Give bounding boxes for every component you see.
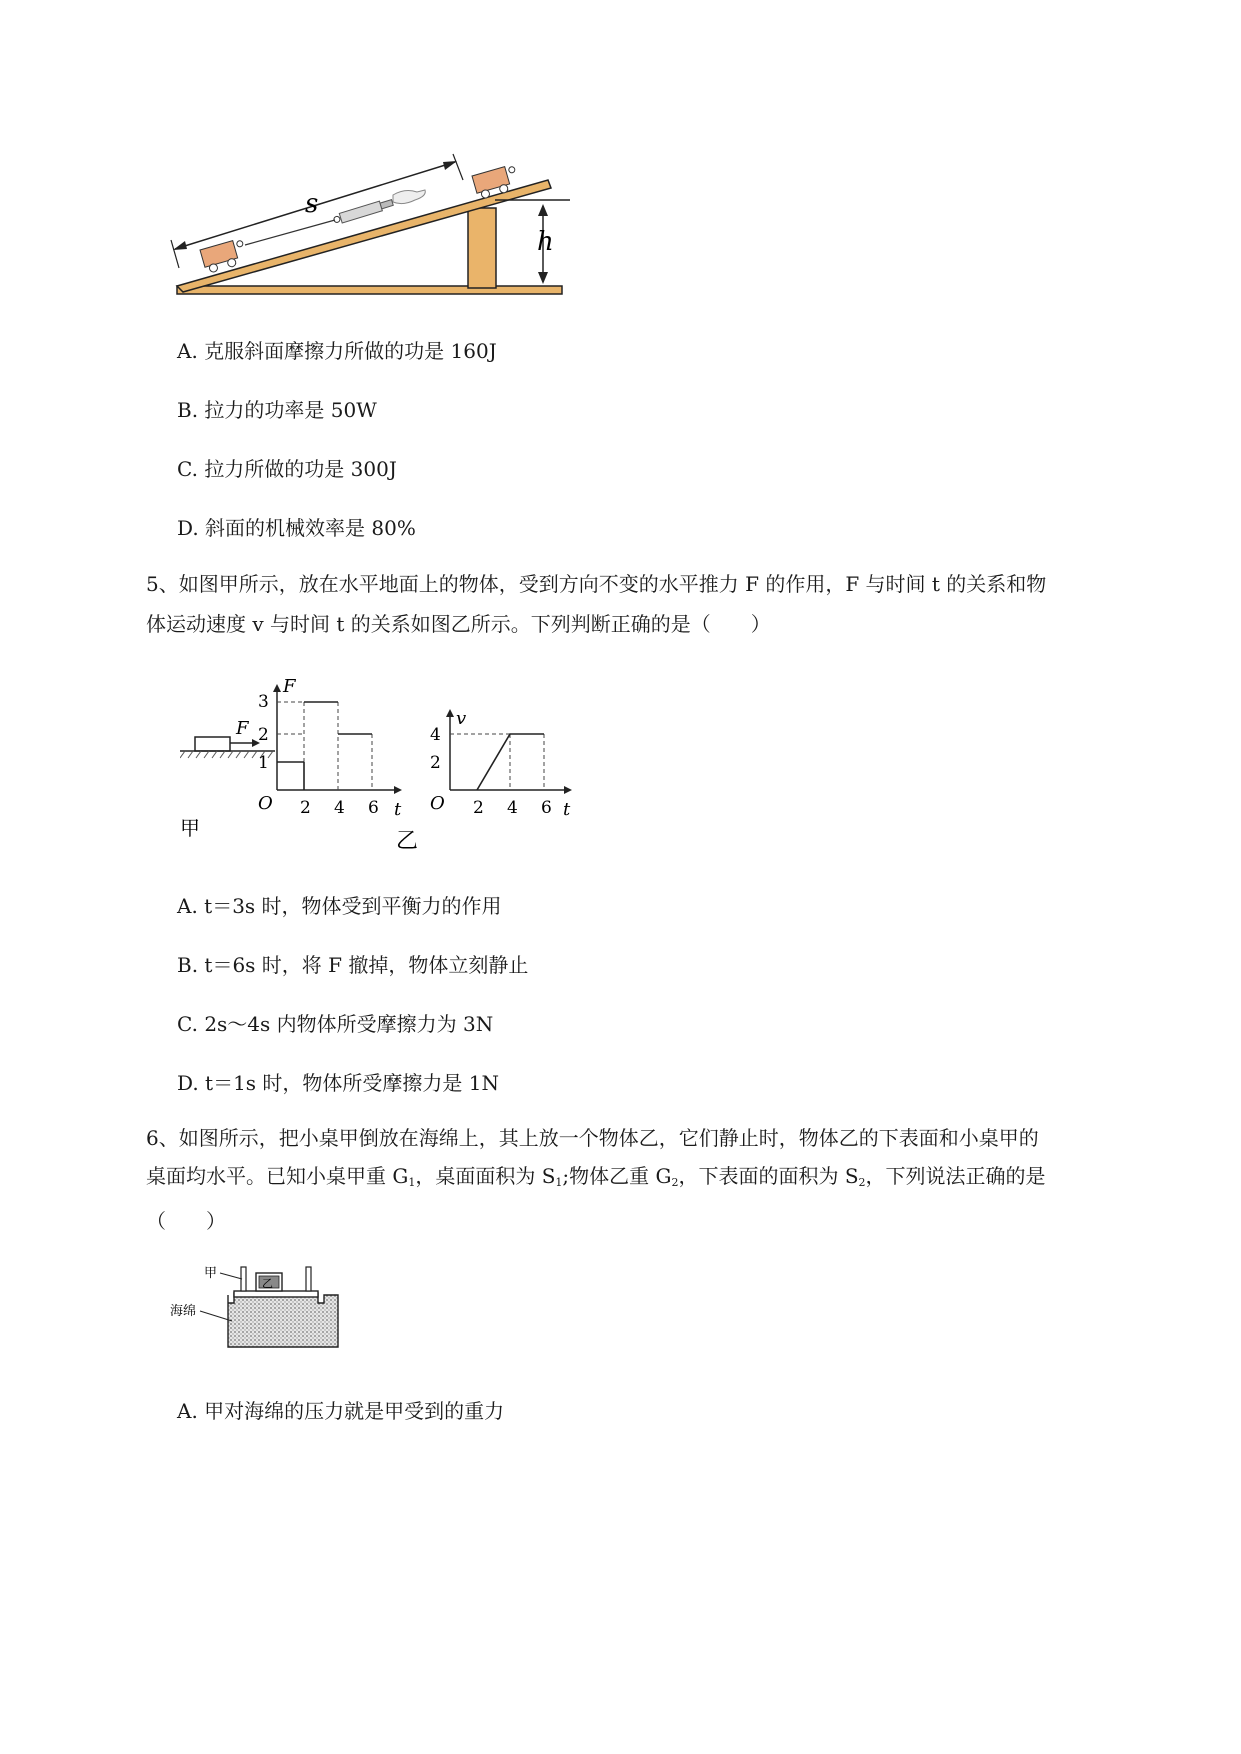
q6-stem-line3: （ ）: [146, 1209, 226, 1233]
block: [195, 737, 230, 751]
sponge: [228, 1293, 338, 1347]
graph2-xtick-4: 4: [507, 798, 518, 818]
option-key: D.: [177, 1071, 199, 1095]
height-label: h: [537, 227, 554, 257]
q6-stem-line1: 6、如图所示，把小桌甲倒放在海绵上，其上放一个物体乙，它们静止时，物体乙的下表面和小桌甲的: [146, 1126, 1039, 1150]
force-label: F: [236, 718, 249, 739]
q4-option-a: [177, 337, 497, 365]
option-key: C.: [177, 457, 198, 481]
option-text: 拉力所做的功是 300J: [204, 457, 397, 481]
option-key: A.: [177, 1399, 198, 1423]
yi-label: 乙: [396, 829, 419, 854]
option-key: D.: [177, 516, 199, 540]
option-key: C.: [177, 1012, 198, 1036]
q4-option-d: [177, 514, 416, 542]
option-text: 甲对海绵的压力就是甲受到的重力: [204, 1399, 505, 1423]
graph2-xtick-2: 2: [473, 798, 484, 818]
graph1-xtick-6: 6: [368, 798, 379, 818]
graph2-x-label: t: [563, 799, 571, 820]
incline-figure: [165, 150, 585, 330]
q6-stem: [146, 1119, 1156, 1240]
q5-figure: [180, 668, 650, 868]
graph1-x-label: t: [394, 799, 402, 820]
option-key: A.: [177, 339, 198, 363]
graph1-ytick-1: 1: [258, 753, 269, 773]
q6-option-a: [177, 1397, 504, 1425]
graph1-origin: O: [258, 793, 273, 814]
table-top: [234, 1291, 318, 1297]
graph1-xtick-4: 4: [334, 798, 345, 818]
sponge-label: 海绵: [170, 1304, 197, 1319]
option-text: 拉力的功率是 50W: [204, 398, 377, 422]
option-text: t＝6s 时，将 F 撤掉，物体立刻静止: [204, 953, 529, 977]
graph2-ytick-4: 4: [430, 725, 441, 745]
graph1-ytick-3: 3: [258, 692, 269, 712]
q4-option-c: [177, 455, 397, 483]
q5-stem-line2: 体运动速度 v 与时间 t 的关系如图乙所示。下列判断正确的是（ ）: [146, 612, 771, 636]
option-text: 2s～4s 内物体所受摩擦力为 3N: [204, 1012, 494, 1036]
option-key: A.: [177, 894, 198, 918]
q4-option-b: [177, 396, 377, 424]
q5-option-a: [177, 892, 502, 920]
option-key: B.: [177, 398, 199, 422]
option-text: t＝1s 时，物体所受摩擦力是 1N: [205, 1071, 500, 1095]
graph1-y-label: F: [283, 676, 296, 697]
option-key: B.: [177, 953, 199, 977]
option-text: 克服斜面摩擦力所做的功是 160J: [204, 339, 497, 363]
graph2-origin: O: [430, 793, 445, 814]
option-text: 斜面的机械效率是 80%: [205, 516, 416, 540]
jia-label: 甲: [180, 816, 200, 840]
graph1-ytick-2: 2: [258, 725, 269, 745]
q5-option-b: [177, 951, 528, 979]
q5-stem: [146, 564, 1156, 644]
spring-scale: [333, 198, 394, 225]
hand: [393, 190, 425, 204]
support-block: [468, 208, 496, 288]
q6-figure: [170, 1255, 350, 1355]
graph2-ytick-2: 2: [430, 753, 441, 773]
graph2-xtick-6: 6: [541, 798, 552, 818]
distance-label: s: [305, 189, 319, 219]
q5-option-c: [177, 1010, 493, 1038]
graph-f-t: [258, 676, 418, 854]
jia-label: 甲: [204, 1266, 218, 1281]
yi-label: 乙: [262, 1277, 273, 1290]
graph2-y-label: v: [456, 708, 467, 729]
q5-stem-line1: 5、如图甲所示，放在水平地面上的物体，受到方向不变的水平推力 F 的作用，F 与时间 t 的关系和物: [146, 572, 1047, 596]
table-leg-right: [306, 1267, 311, 1291]
base-board: [177, 286, 562, 294]
option-text: t＝3s 时，物体受到平衡力的作用: [204, 894, 502, 918]
graph1-xtick-2: 2: [300, 798, 311, 818]
q5-option-d: [177, 1069, 499, 1097]
q6-stem-line2: 桌面均水平。已知小桌甲重 $G_1$，桌面面积为 $S_1$;物体乙重 $G_2$，下表面的面积为 $S_2$，下列说法正确的是: [146, 1164, 1046, 1189]
graph-v-t: [430, 708, 572, 820]
